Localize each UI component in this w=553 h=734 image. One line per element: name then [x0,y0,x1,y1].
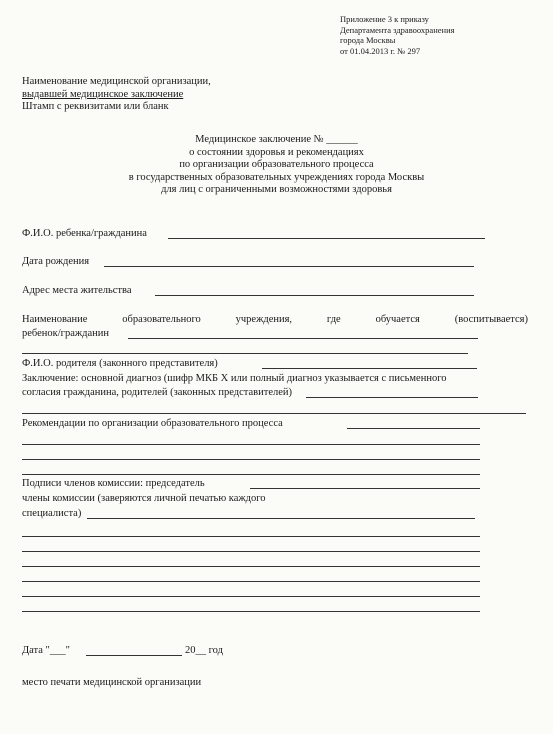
document-title [0,134,553,197]
conclusion-field[interactable] [306,397,478,398]
address-field[interactable] [155,295,474,296]
recommendations-label: Рекомендации по организации образовательного процесса [22,418,283,429]
annex-line-2: Департамента здравоохранения [340,24,455,35]
members-line-2[interactable] [22,536,480,537]
institution-field-extra[interactable] [22,353,468,354]
members-line-4[interactable] [22,566,480,567]
date-label: Дата "___" [22,645,70,656]
fio-child-label: Ф.И.О. ребенка/гражданина [22,228,147,239]
title-line-2: о состоянии здоровья и рекомендациях [189,146,364,158]
institution-field[interactable] [128,338,478,339]
recommendations-field[interactable] [347,428,480,429]
members-label-2: специалиста) [22,508,82,519]
title-line-4: в государственных образовательных учреждениях города Москвы [128,171,425,183]
birth-date-label: Дата рождения [22,256,90,267]
conclusion-field-extra[interactable] [22,413,526,414]
members-signature-field[interactable] [87,518,475,519]
organization-block [22,76,211,114]
recommendations-line-2[interactable] [22,444,480,445]
conclusion-label: Заключение: основной диагноз (шифр МКБ X или полный диагноз указывается с письменного [22,373,447,384]
members-line-5[interactable] [22,581,480,582]
chair-signature-field[interactable] [250,488,480,489]
organization-line-1: Наименование медицинской организации, [22,76,211,87]
recommendations-line-3[interactable] [22,459,480,460]
seal-label: место печати медицинской организации [22,677,202,688]
annex-line-3: города Москвы [340,35,396,45]
address-label: Адрес места жительства [22,285,132,296]
members-label: члены комиссии (заверяются личной печатью каждого [22,493,266,504]
organization-line-2: выдавшей медицинское заключение [22,88,184,100]
recommendations-line-4[interactable] [22,474,480,475]
fio-parent-label: Ф.И.О. родителя (законного представителя) [22,358,218,369]
institution-label: Наименование образовательного учреждения, где обучается (воспитывается) [22,314,528,325]
conclusion-label-2: согласия гражданина, родителей (законных представителей) [22,387,293,398]
members-line-6[interactable] [22,596,480,597]
title-line-5: для лиц с ограниченными возможностями здоровья [161,184,392,195]
annex-line-4: от 01.04.2013 г. № 297 [340,45,421,56]
date-year: 20__ год [185,645,223,656]
birth-date-field[interactable] [104,266,474,267]
institution-label-2: ребенок/гражданин [22,328,109,339]
title-line-1: Медицинское заключение № ______ [195,134,358,145]
annex-line-1: Приложение 3 к приказу [340,14,429,24]
organization-stamp: Штамп с реквизитами или бланк [22,101,169,112]
annex-note [340,14,455,56]
fio-parent-field[interactable] [262,368,477,369]
title-line-3: по организации образовательного процесса [179,159,374,170]
signatures-chair-label: Подписи членов комиссии: председатель [22,478,205,489]
members-line-7[interactable] [22,611,480,612]
date-month-field[interactable] [86,655,182,656]
fio-child-field[interactable] [168,238,485,239]
members-line-3[interactable] [22,551,480,552]
